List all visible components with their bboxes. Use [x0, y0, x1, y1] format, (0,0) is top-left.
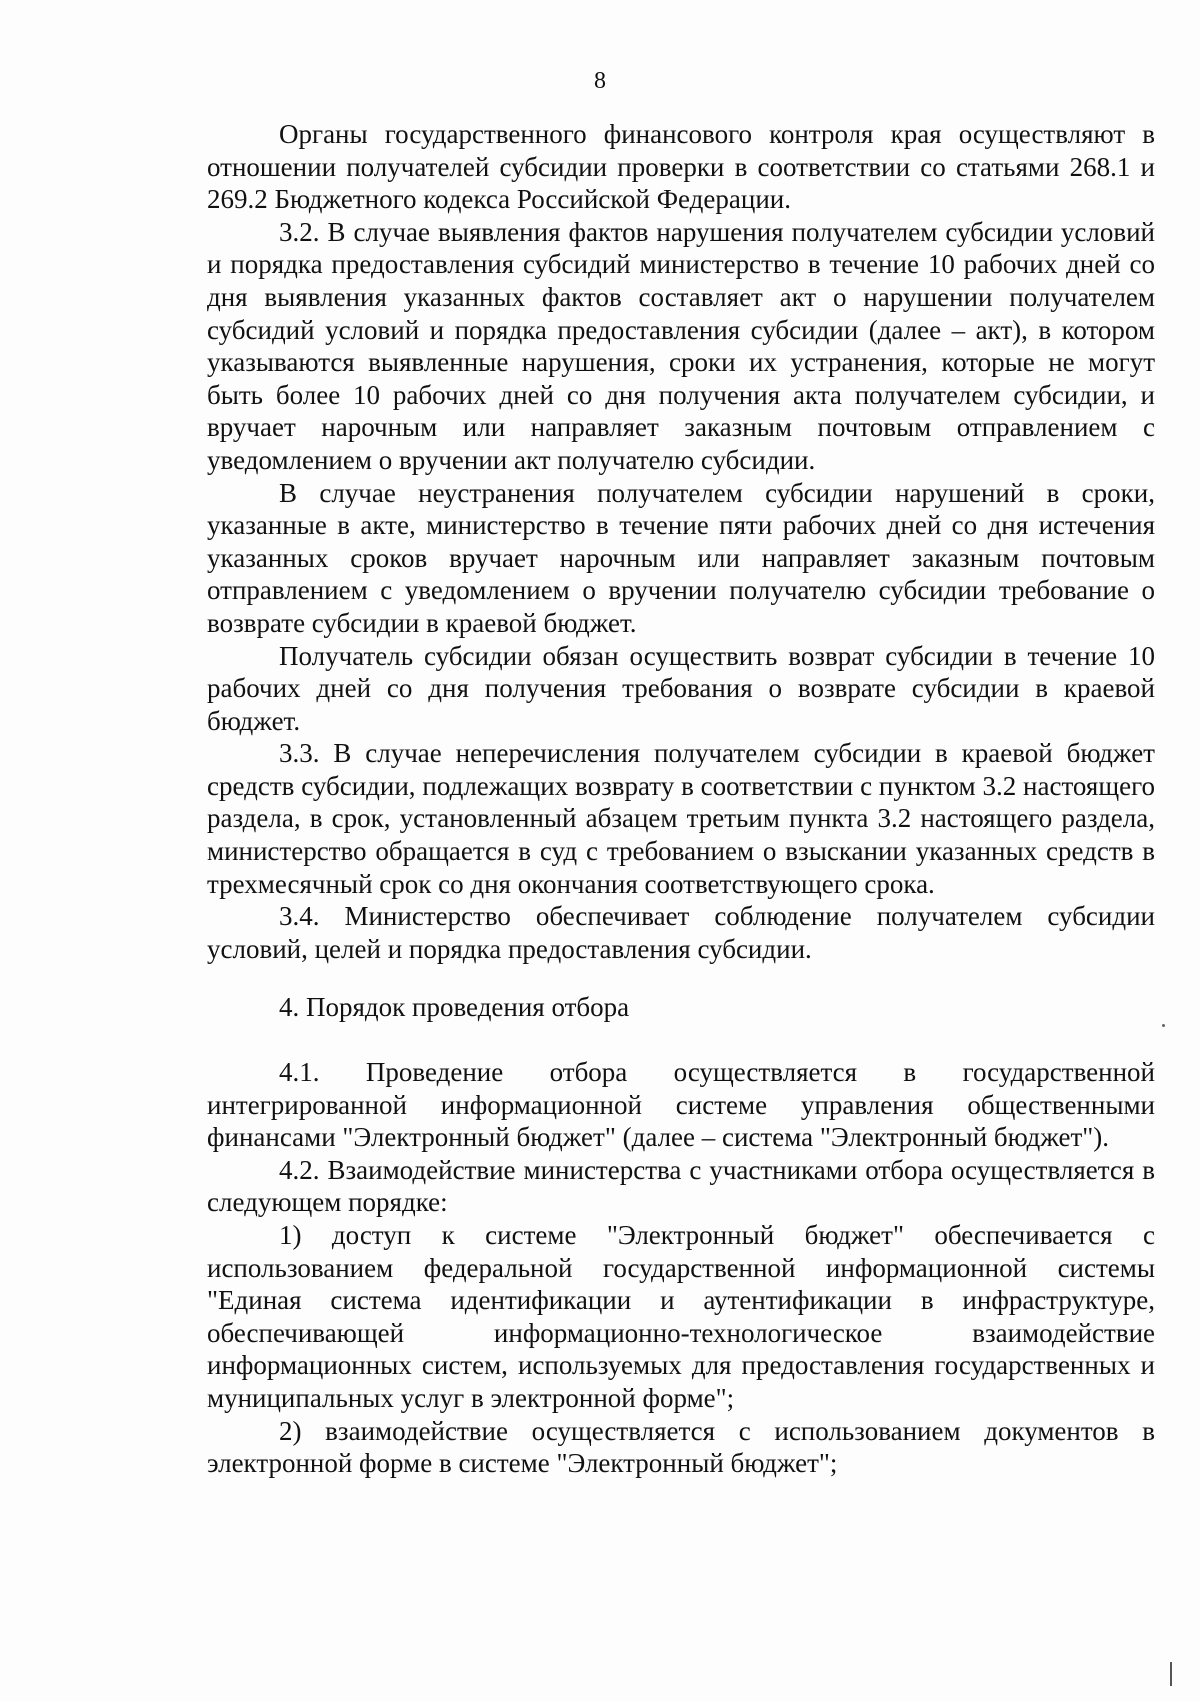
paragraph-return-obligation: Получатель субсидии обязан осуществить возврат субсидии в течение 10 рабочих дней со дня получения требования о возврате субсидии в краевой бюджет. — [207, 640, 1155, 736]
paragraph-item-2: 2) взаимодействие осуществляется с использованием документов в электронной форме в системе "Электронный бюджет"; — [207, 1415, 1155, 1479]
scan-speck — [1162, 1024, 1165, 1027]
paragraph-3-3: 3.3. В случае неперечисления получателем субсидии в краевой бюджет средств субсидии, подлежащих возврату в соответствии с пунктом 3.2 настоящего раздела, в срок, установленный абзацем третьим пункта 3.2 настоящего раздела, министерство обращается в суд с требованием о взыскании указанных средств в трехмесячный срок со дня окончания соответствующего срока. — [207, 738, 1155, 899]
scan-edge-mark — [1170, 1662, 1172, 1686]
section-heading: 4. Порядок проведения отбора — [279, 992, 630, 1023]
page-number: 8 — [594, 68, 606, 94]
paragraph-financial-control: Органы государственного финансового контроля края осуществляют в отношении получателей субсидии проверки в соответствии со статьями 268.1 и 269.2 Бюджетного кодекса Российской Федерации. — [207, 119, 1155, 215]
paragraph-item-1: 1) доступ к системе "Электронный бюджет" обеспечивается с использованием федеральной государственной информационной системы "Единая система идентификации и аутентификации в инфраструктуре, обеспечивающей информационно-технологическое взаимодействие информационных систем, используемых для предоставления государственных и муниципальных услуг в электронной форме"; — [207, 1220, 1155, 1413]
paragraph-non-elimination: В случае неустранения получателем субсидии нарушений в сроки, указанные в акте, министерство в течение пяти рабочих дней со дня истечения указанных сроков вручает нарочным или направляет заказным почтовым отправлением с уведомлением о вручении получателю субсидии требование о возврате субсидии в краевой бюджет. — [207, 477, 1155, 638]
paragraph-3-4: 3.4. Министерство обеспечивает соблюдение получателем субсидии условий, целей и порядка предоставления субсидии. — [207, 901, 1155, 964]
paragraph-3-2: 3.2. В случае выявления фактов нарушения получателем субсидии условий и порядка предоставления субсидий министерство в течение 10 рабочих дней со дня выявления указанных фактов составляет акт о нарушении получателем субсидий условий и порядка предоставления субсидии (далее – акт), в котором указываются выявленные нарушения, сроки их устранения, которые не могут быть более 10 рабочих дней со дня получения акта получателем субсидии, и вручает нарочным или направляет заказным почтовым отправлением с уведомлением о вручении акт получателю субсидии. — [207, 216, 1155, 475]
document-body — [207, 118, 1155, 1480]
paragraph-4-1: 4.1. Проведение отбора осуществляется в государственной интегрированной информационной системе управления общественными финансами "Электронный бюджет" (далее – система "Электронный бюджет"). — [207, 1057, 1155, 1153]
paragraph-4-2: 4.2. Взаимодействие министерства с участниками отбора осуществляется в следующем порядке: — [207, 1154, 1155, 1218]
